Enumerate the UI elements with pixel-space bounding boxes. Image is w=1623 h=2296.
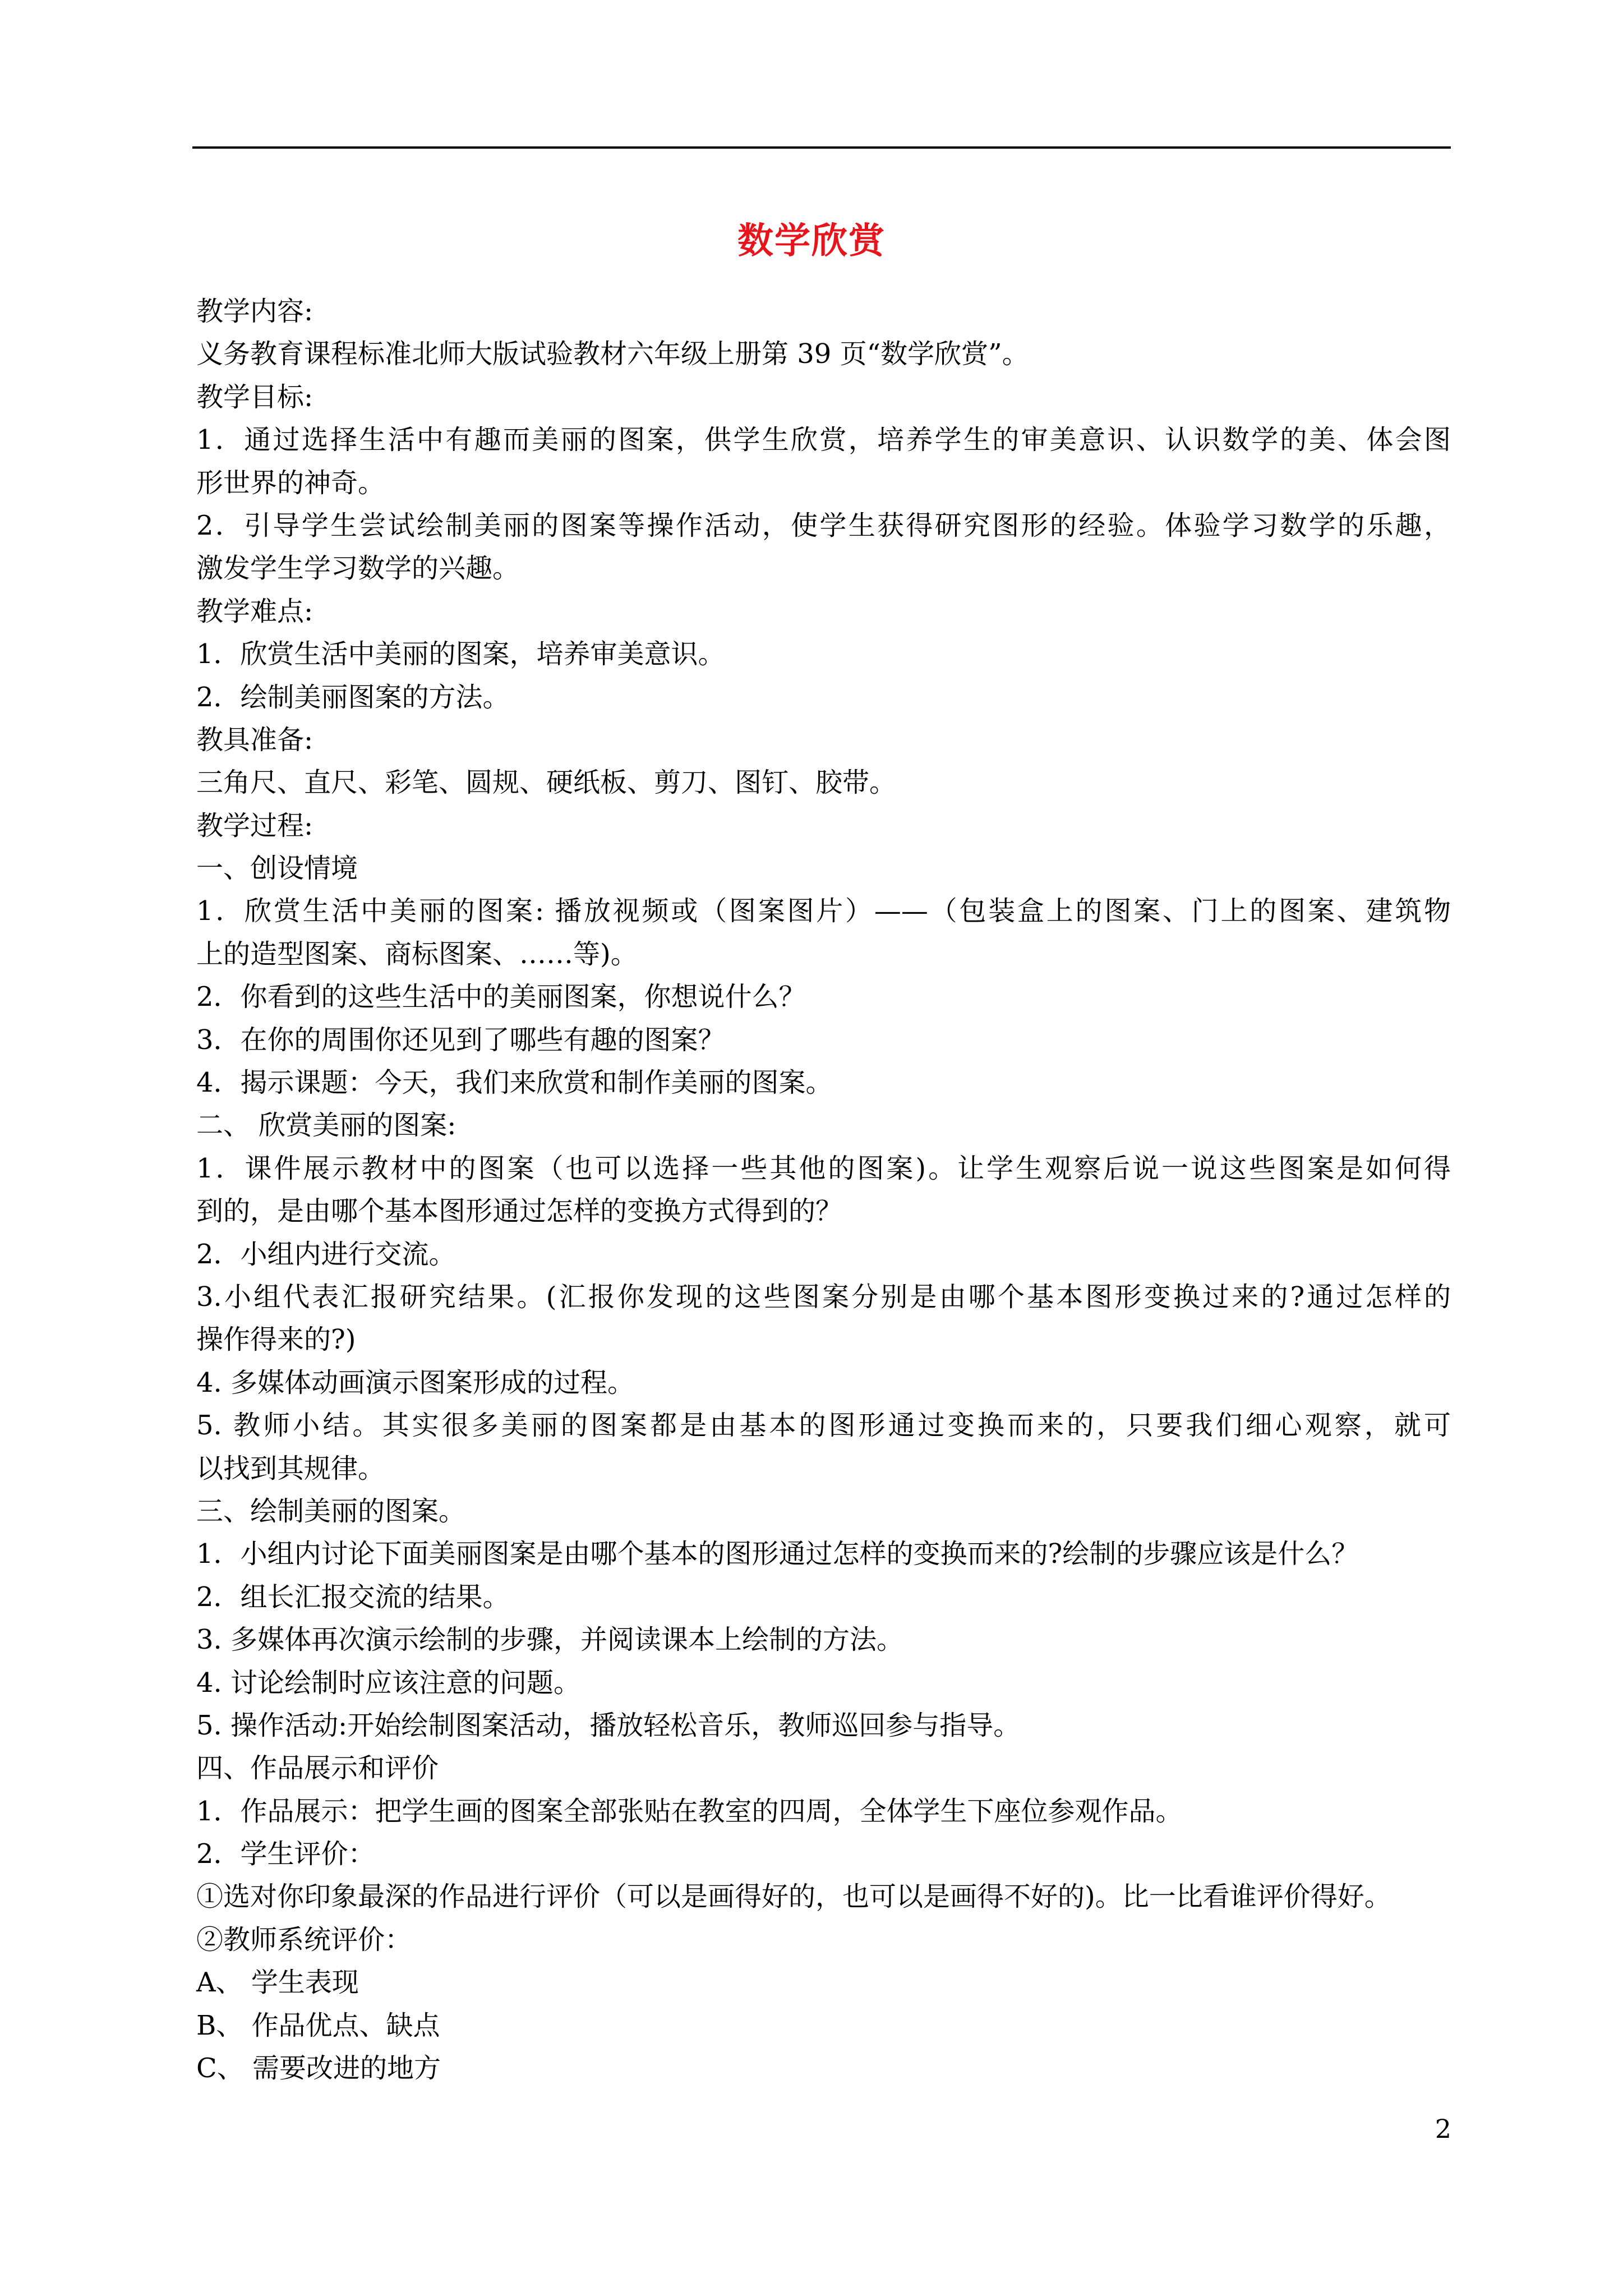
section-heading-materials: 教具准备: xyxy=(196,724,313,756)
text-line: 上的造型图案、商标图案、……等)。 xyxy=(196,938,638,970)
subsection-heading: 二、 欣赏美丽的图案: xyxy=(196,1110,457,1142)
text-line: 1．欣赏生活中美丽的图案: 播放视频或（图案图片）——（包装盒上的图案、门上的图案、建筑物 xyxy=(196,895,1451,927)
text-line: 4. 多媒体动画演示图案形成的过程。 xyxy=(196,1366,635,1398)
text-line: 2．组长汇报交流的结果。 xyxy=(196,1581,510,1613)
text-line: 4. 讨论绘制时应该注意的问题。 xyxy=(196,1667,581,1699)
text-line: 2．学生评价： xyxy=(196,1838,375,1870)
document-body xyxy=(196,290,1451,2090)
text-line: 5. 操作活动:开始绘制图案活动，播放轻松音乐，教师巡回参与指导。 xyxy=(196,1709,1021,1741)
text-line: ②教师系统评价： xyxy=(196,1924,412,1955)
header-rule xyxy=(192,146,1451,149)
subsection-heading: 三、绘制美丽的图案。 xyxy=(196,1495,466,1527)
text-line: 1．作品展示：把学生画的图案全部张贴在教室的四周，全体学生下座位参观作品。 xyxy=(196,1795,1183,1827)
text-line: 激发学生学习数学的兴趣。 xyxy=(196,553,520,585)
section-heading-content: 教学内容: xyxy=(196,296,313,327)
list-item: A、 学生表现 xyxy=(196,1967,359,1999)
text-line: 2．小组内进行交流。 xyxy=(196,1238,456,1270)
subsection-heading: 四、作品展示和评价 xyxy=(196,1752,439,1784)
section-heading-goals: 教学目标: xyxy=(196,381,313,413)
text-line: 2．绘制美丽图案的方法。 xyxy=(196,681,510,713)
text-line: 2．引导学生尝试绘制美丽的图案等操作活动，使学生获得研究图形的经验。体验学习数学的乐趣， xyxy=(196,509,1451,541)
text-line: 1．欣赏生活中美丽的图案，培养审美意识。 xyxy=(196,638,725,670)
text-line: 形世界的神奇。 xyxy=(196,467,385,499)
text-line: ①选对你印象最深的作品进行评价（可以是画得好的，也可以是画得不好的)。比一比看谁评价得好。 xyxy=(196,1881,1391,1913)
list-item: C、 需要改进的地方 xyxy=(196,2053,441,2085)
document-title: 数学欣赏 xyxy=(737,220,886,262)
section-heading-difficulties: 教学难点: xyxy=(196,595,313,627)
text-line: 2．你看到的这些生活中的美丽图案，你想说什么？ xyxy=(196,981,806,1013)
text-line: 义务教育课程标准北师大版试验教材六年级上册第 39 页“数学欣赏”。 xyxy=(196,338,1029,370)
text-line: 3.小组代表汇报研究结果。(汇报你发现的这些图案分别是由哪个基本图形变换过来的?通过怎样的 xyxy=(196,1281,1451,1313)
text-line: 4．揭示课题：今天，我们来欣赏和制作美丽的图案。 xyxy=(196,1067,833,1099)
text-line: 到的，是由哪个基本图形通过怎样的变换方式得到的？ xyxy=(196,1195,843,1227)
page-number: 2 xyxy=(1435,2114,1451,2144)
text-line: 三角尺、直尺、彩笔、圆规、硬纸板、剪刀、图钉、胶带。 xyxy=(196,767,897,799)
text-line: 5. 教师小结。其实很多美丽的图案都是由基本的图形通过变换而来的，只要我们细心观察，就可 xyxy=(196,1410,1451,1442)
text-line: 操作得来的?) xyxy=(196,1324,356,1356)
text-line: 3. 多媒体再次演示绘制的步骤，并阅读课本上绘制的方法。 xyxy=(196,1624,904,1656)
text-line: 1．通过选择生活中有趣而美丽的图案，供学生欣赏，培养学生的审美意识、认识数学的美、体会图 xyxy=(196,424,1451,456)
text-line: 1．课件展示教材中的图案（也可以选择一些其他的图案)。让学生观察后说一说这些图案是如何得 xyxy=(196,1152,1451,1184)
list-item: B、 作品优点、缺点 xyxy=(196,2009,440,2041)
text-line: 以找到其规律。 xyxy=(196,1452,385,1484)
text-line: 1．小组内讨论下面美丽图案是由哪个基本的图形通过怎样的变换而来的?绘制的步骤应该是什么？ xyxy=(196,1538,1359,1570)
subsection-heading: 一、创设情境 xyxy=(196,853,358,885)
section-heading-process: 教学过程: xyxy=(196,809,313,841)
text-line: 3．在你的周围你还见到了哪些有趣的图案？ xyxy=(196,1024,725,1056)
